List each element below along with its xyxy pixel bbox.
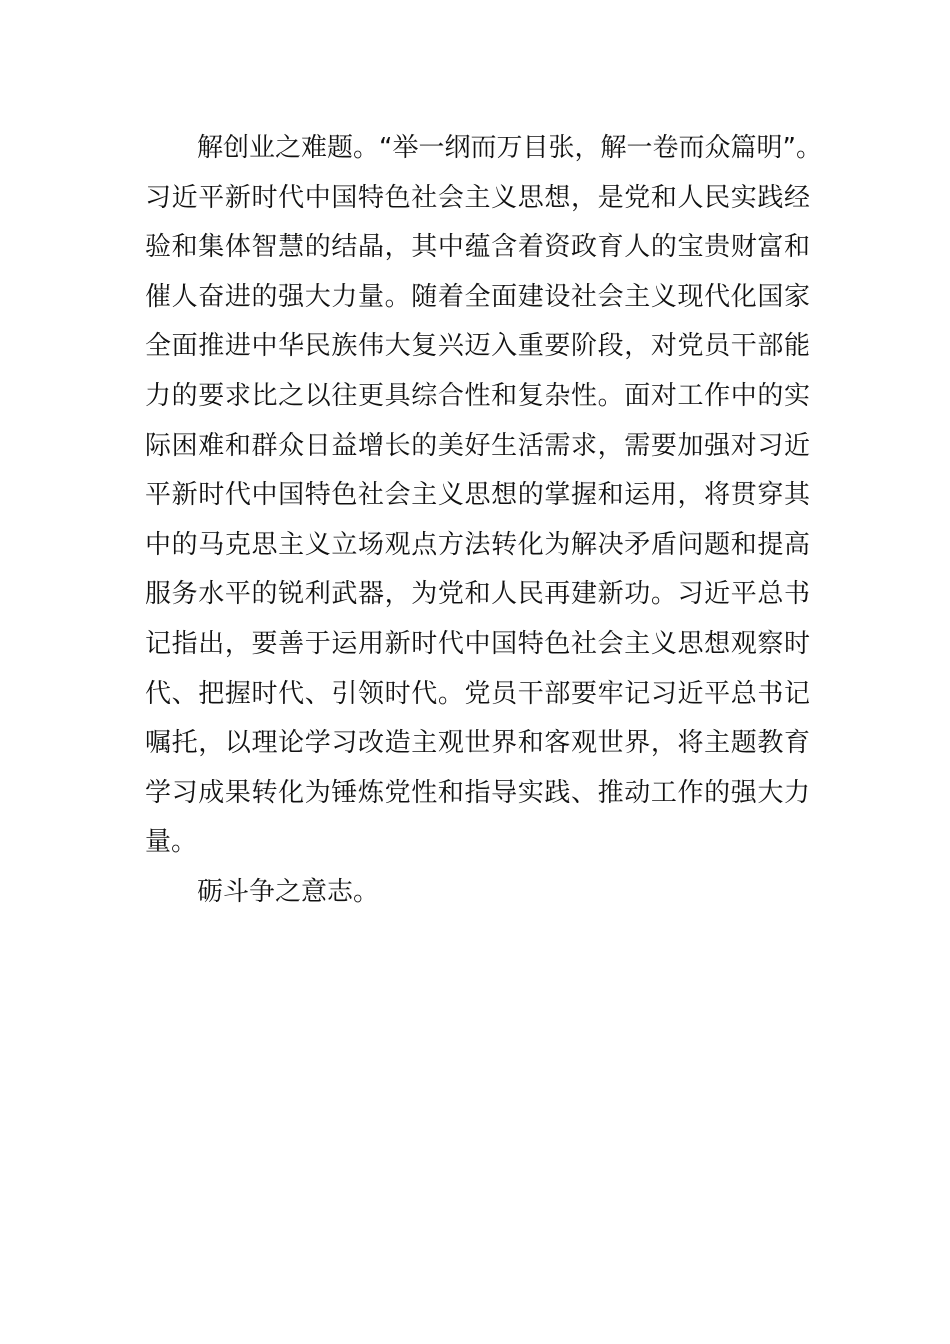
paragraph-line: 量。	[145, 827, 198, 858]
paragraph-line: 解创业之难题。“举一纲而万目张，解一卷而众篇明”。	[197, 133, 822, 163]
paragraph-line: 验和集体智慧的结晶，其中蕴含着资政育人的宝贵财富和	[145, 232, 810, 263]
paragraph-line: 服务水平的锐利武器，为党和人民再建新功。习近平总书	[145, 579, 810, 610]
paragraph-line: 代、把握时代、引领时代。党员干部要牢记习近平总书记	[145, 678, 810, 709]
paragraph-line: 全面推进中华民族伟大复兴迈入重要阶段，对党员干部能	[145, 331, 810, 362]
paragraph-line: 中的马克思主义立场观点方法转化为解决矛盾问题和提高	[145, 529, 810, 560]
paragraph-line: 际困难和群众日益增长的美好生活需求，需要加强对习近	[145, 430, 810, 461]
paragraph-line: 习近平新时代中国特色社会主义思想，是党和人民实践经	[145, 182, 810, 213]
paragraph-line: 催人奋进的强大力量。随着全面建设社会主义现代化国家	[145, 281, 810, 312]
section-heading: 砺斗争之意志。	[197, 876, 380, 907]
body-text	[145, 124, 822, 918]
paragraph-line: 力的要求比之以往更具综合性和复杂性。面对工作中的实	[145, 380, 810, 411]
paragraph-line: 嘱托，以理论学习改造主观世界和客观世界，将主题教育	[145, 728, 810, 759]
paragraph-line: 学习成果转化为锤炼党性和指导实践、推动工作的强大力	[145, 777, 810, 808]
paragraph-line: 平新时代中国特色社会主义思想的掌握和运用，将贯穿其	[145, 480, 810, 511]
paragraph-line: 记指出，要善于运用新时代中国特色社会主义思想观察时	[145, 628, 810, 659]
